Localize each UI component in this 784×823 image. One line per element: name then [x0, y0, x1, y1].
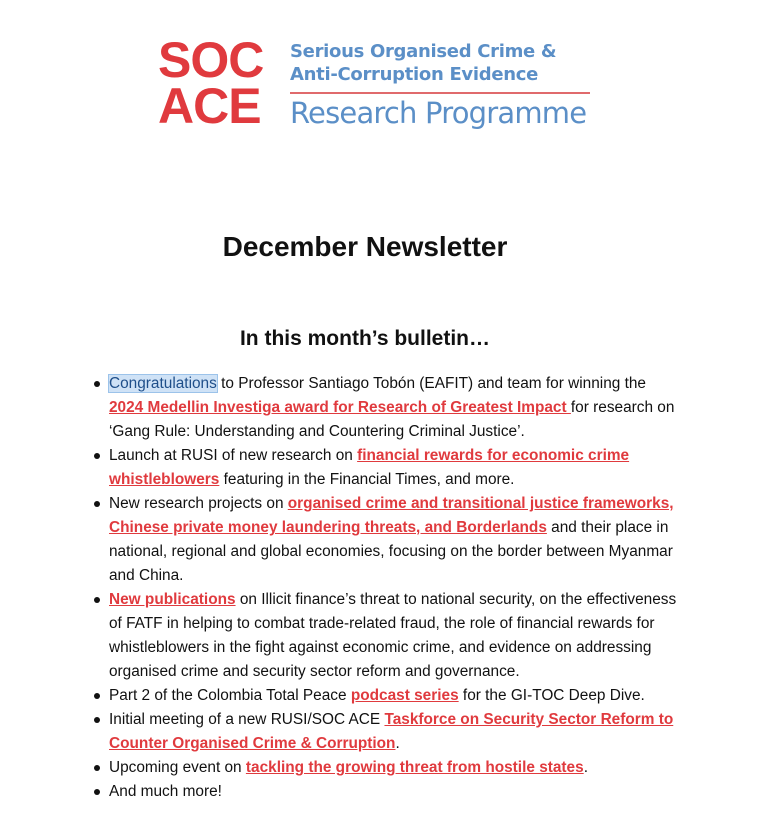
- bullet-text: .: [583, 759, 588, 776]
- whistleblowers-link[interactable]: financial rewards for economic crime whistleblowers: [109, 447, 630, 488]
- hostile-states-link[interactable]: tackling the growing threat from hostile states: [245, 759, 584, 776]
- highlighted-text[interactable]: Congratulations: [109, 375, 217, 392]
- bullet-text: to Professor Santiago Tobón (EAFIT) and team for winning the: [216, 375, 646, 392]
- bullet-text: .: [395, 735, 400, 752]
- bullet-rusi-launch: [109, 444, 684, 492]
- logo-line-anti-corruption: Anti-Corruption Evidence: [290, 64, 539, 85]
- logo-divider: [290, 92, 590, 94]
- bullet-podcast: [109, 684, 684, 708]
- logo-tagline: [290, 40, 595, 130]
- bullet-taskforce: [109, 708, 684, 756]
- bullet-text: Part 2 of the Colombia Total Peace: [109, 687, 351, 704]
- bullet-publications: [109, 588, 684, 684]
- new-publications-link[interactable]: New publications: [109, 591, 236, 608]
- logo-ace-text: ACE: [158, 78, 261, 134]
- bullet-much-more: [109, 780, 684, 804]
- bullet-research-projects: [109, 492, 684, 588]
- logo-soc-text: SOC: [158, 32, 264, 88]
- logo-line-research-programme: Research Programme: [290, 96, 587, 130]
- bullet-award: [109, 372, 684, 444]
- bullet-text: for the GI-TOC Deep Dive.: [458, 687, 645, 704]
- soc-ace-logo: [158, 32, 598, 138]
- podcast-series-link[interactable]: podcast series: [350, 687, 459, 704]
- logo-wordmark: [158, 32, 264, 134]
- bullet-text: Initial meeting of a new RUSI/SOC ACE: [109, 711, 385, 728]
- bulletin-list: [109, 372, 684, 804]
- logo-line-serious-organised-crime: Serious Organised Crime &: [290, 41, 557, 62]
- bulletin-heading: In this month’s bulletin…: [239, 327, 491, 350]
- bullet-text: New research projects on: [109, 495, 288, 512]
- research-projects-link[interactable]: organised crime and transitional justice frameworks, Chinese private money laundering threats, and Borderlands: [109, 495, 674, 536]
- bullet-text: Upcoming event on: [109, 759, 246, 776]
- bullet-text: Launch at RUSI of new research on: [109, 447, 358, 464]
- bullet-text: for research on ‘Gang Rule: Understanding and Countering Criminal Justice’.: [109, 399, 675, 440]
- award-link[interactable]: 2024 Medellin Investiga award for Research of Greatest Impact: [109, 399, 571, 416]
- bullet-upcoming-event: [109, 756, 684, 780]
- bullet-text: on Illicit finance’s threat to national security, on the effectiveness of FATF in helping to combat trade-related fraud, the role of financial rewards for whistleblowers in the fight against economic crime, and evidence on addressing organised crime and security sector reform and governance.: [109, 591, 677, 680]
- bullet-text: And much more!: [109, 783, 222, 800]
- taskforce-link[interactable]: Taskforce on Security Sector Reform to Counter Organised Crime & Corruption: [109, 711, 674, 752]
- newsletter-title: December Newsletter: [222, 231, 508, 262]
- bullet-text: and their place in national, regional and global economies, focusing on the border between Myanmar and China.: [109, 519, 673, 584]
- bullet-text: featuring in the Financial Times, and more.: [219, 471, 515, 488]
